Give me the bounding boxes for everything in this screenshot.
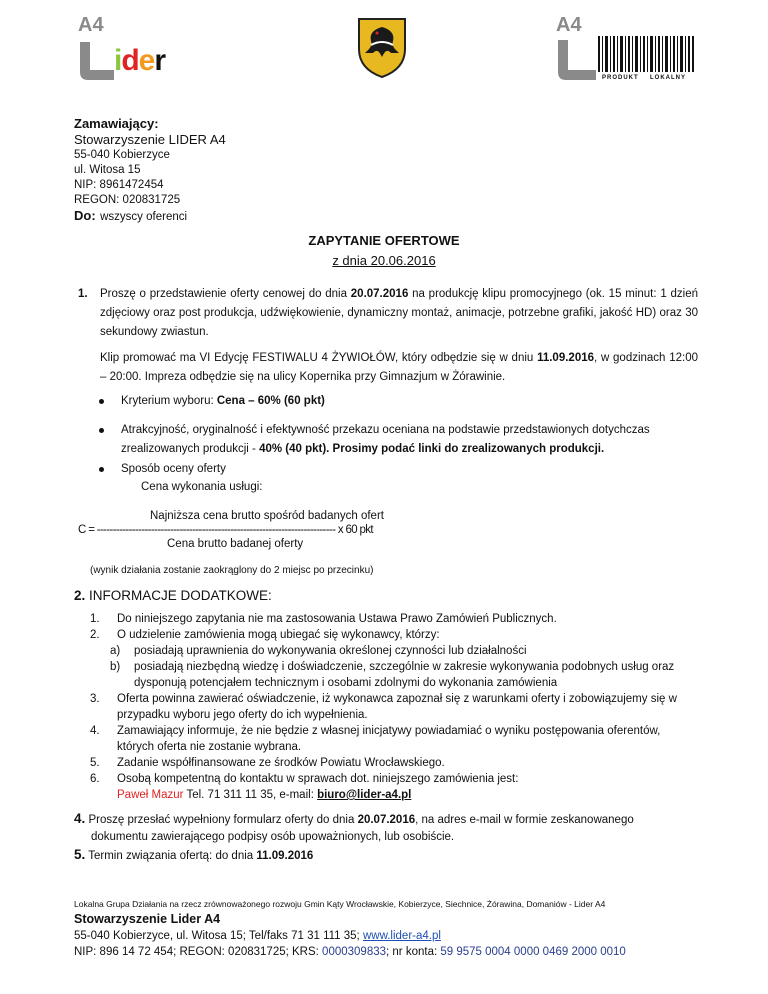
criterion-price: Kryterium wyboru: Cena – 60% (60 pkt) <box>121 395 325 407</box>
footer <box>74 898 626 960</box>
website-link[interactable]: www.lider-a4.pl <box>362 930 441 942</box>
section1-paragraph2: Klip promować ma VI Edycję FESTIWALU 4 ŻYWIOŁÓW, który odbędzie się w dniu 11.09.2016, w godzinach 12:00 – 20:00. Impreza odbędzie się na ulicy Kopernika przy Gimnazjum w Żórawinie. <box>100 352 698 383</box>
evaluation-method: Sposób oceny oferty <box>121 463 226 475</box>
section1-paragraph1: Proszę o przedstawienie oferty cenowej do dnia 20.07.2016 na produkcję klipu promocyjnego (ok. 15 minut: 1 dzień zdjęciowy oraz post produkcja, udźwiękowienie, dynamiczny montaż, animacje, potrzebne grafiki, jakość HD) oraz 30 sekundowy zwiastun. <box>100 288 698 338</box>
client-name: Stowarzyszenie LIDER A4 <box>74 132 226 147</box>
bullet-dot <box>99 399 104 404</box>
footer-org-name: Stowarzyszenie Lider A4 <box>74 912 221 926</box>
document-title: ZAPYTANIE OFERTOWE <box>308 233 460 248</box>
rounding-note: (wynik działania zostanie zaokrąglony do 2 miejsc po przecinku) <box>90 565 374 576</box>
logo-a4-text-right: A4 <box>556 14 582 36</box>
bullet-dot <box>99 428 104 433</box>
client-nip: NIP: 8961472454 <box>74 179 164 191</box>
recipient-value: wszyscy oferenci <box>100 211 188 223</box>
client-regon: REGON: 020831725 <box>74 194 181 206</box>
logo-produkt-text: PRODUKT <box>602 75 639 81</box>
logo-l-shape <box>76 42 116 82</box>
barcode-icon <box>598 36 694 72</box>
client-block <box>74 116 226 225</box>
logo-lokalny-text: LOKALNY <box>650 75 686 81</box>
formula-line: C = --------------------------------------------------------------------------- x 60 pkt <box>78 524 373 536</box>
recipient-label: Do: <box>74 208 96 223</box>
contact-email-link[interactable]: biuro@lider-a4.pl <box>317 789 412 801</box>
footer-address: 55-040 Kobierzyce, ul. Witosa 15; Tel/faks 71 31 111 35; www.lider-a4.pl <box>74 930 441 942</box>
document-date: z dnia 20.06.2016 <box>332 253 436 268</box>
section1-number: 1. <box>78 288 88 300</box>
coat-of-arms-icon <box>357 17 407 79</box>
client-postal: 55-040 Kobierzyce <box>74 149 170 161</box>
logo-a4-text: A4 <box>78 14 104 36</box>
price-label: Cena wykonania usługi: <box>141 481 263 493</box>
client-street: ul. Witosa 15 <box>74 164 141 176</box>
logo-l-shape-right <box>556 40 596 82</box>
footer-lgd-line: Lokalna Grupa Działania na rzecz zrównoważonego rozwoju Gmin Kąty Wrocławskie, Kobierzyce, Siechnice, Żórawina, Domaniów - Lider A4 <box>74 899 606 909</box>
formula-numerator: Najniższa cena brutto spośród badanych ofert <box>150 510 384 522</box>
section2-heading: 2. INFORMACJE DODATKOWE: <box>74 588 272 603</box>
client-label: Zamawiający: <box>74 116 159 131</box>
recipient-line <box>74 208 226 225</box>
produkt-lokalny-logo <box>556 14 696 84</box>
section4: 4. Proszę przesłać wypełniony formularz oferty do dnia 20.07.2016, na adres e-mail w formie zeskanowanego dokumentu zawierającego podpisy osób upoważnionych, lub osobiście. <box>74 811 634 843</box>
footer-registration: NIP: 896 14 72 454; REGON: 020831725; KRS: 0000309833; nr konta: 59 9575 0004 0000 0469 2000 0010 <box>74 946 626 958</box>
lider-a4-logo <box>74 14 194 82</box>
bullet-dot <box>99 467 104 472</box>
criterion-quality: Atrakcyjność, oryginalność i efektywność przekazu oceniana na podstawie przedstawionych dotychczas zrealizowanych produkcji - 40% (40 pkt). Prosimy podać linki do zrealizowanych produkcji. <box>121 424 650 455</box>
formula-denominator: Cena brutto badanej oferty <box>167 538 304 550</box>
logo-lider-text: ider <box>114 44 166 77</box>
contact-name: Paweł Mazur <box>117 789 184 801</box>
section5: 5. Termin związania ofertą: do dnia 11.09.2016 <box>74 847 314 862</box>
